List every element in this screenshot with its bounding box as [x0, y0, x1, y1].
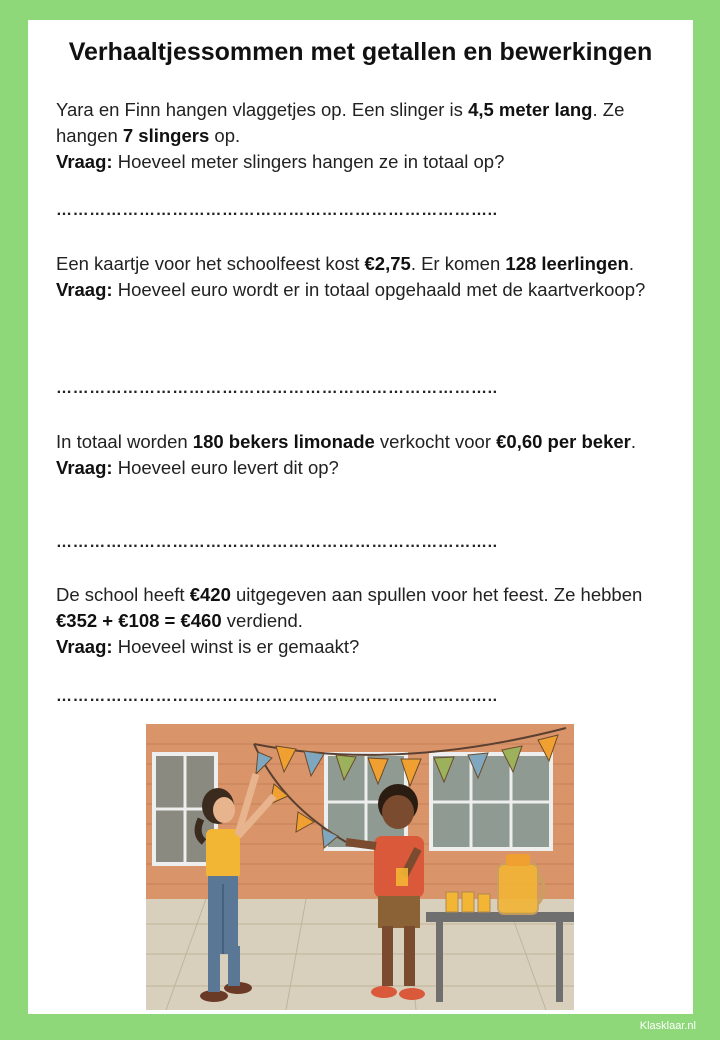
problem-text: De school heeft €420 uitgegeven aan spullen voor het feest. Ze hebben €352 + €108 = €460 verdiend.	[56, 584, 643, 631]
page-title: Verhaaltjessommen met getallen en bewerkingen	[68, 38, 653, 66]
problem-text: In totaal worden 180 bekers limonade verkocht voor €0,60 per beker.	[56, 431, 636, 452]
problem-4	[56, 582, 661, 660]
problem-question: Vraag: Hoeveel winst is er gemaakt?	[56, 636, 360, 657]
problem-1	[56, 97, 661, 175]
problem-text: Een kaartje voor het schoolfeest kost €2,75. Er komen 128 leerlingen.	[56, 253, 634, 274]
worksheet	[28, 20, 693, 1014]
answer-line-4[interactable]: ……………………………………………………………………..	[56, 688, 498, 705]
problem-3	[56, 429, 661, 481]
footer-credit: Klasklaar.nl	[639, 1020, 696, 1032]
problem-text: Yara en Finn hangen vlaggetjes op. Een slinger is 4,5 meter lang. Ze hangen 7 slingers op.	[56, 99, 625, 146]
answer-line-3[interactable]: ……………………………………………………………………..	[56, 534, 498, 551]
school-party-illustration	[146, 724, 574, 1010]
answer-line-2[interactable]: ……………………………………………………………………..	[56, 380, 498, 397]
answer-line-1[interactable]: ……………………………………………………………………..	[56, 202, 498, 219]
problem-2	[56, 251, 661, 303]
problem-question: Vraag: Hoeveel euro levert dit op?	[56, 457, 339, 478]
problem-question: Vraag: Hoeveel meter slingers hangen ze in totaal op?	[56, 151, 505, 172]
problem-question: Vraag: Hoeveel euro wordt er in totaal opgehaald met de kaartverkoop?	[56, 279, 646, 300]
